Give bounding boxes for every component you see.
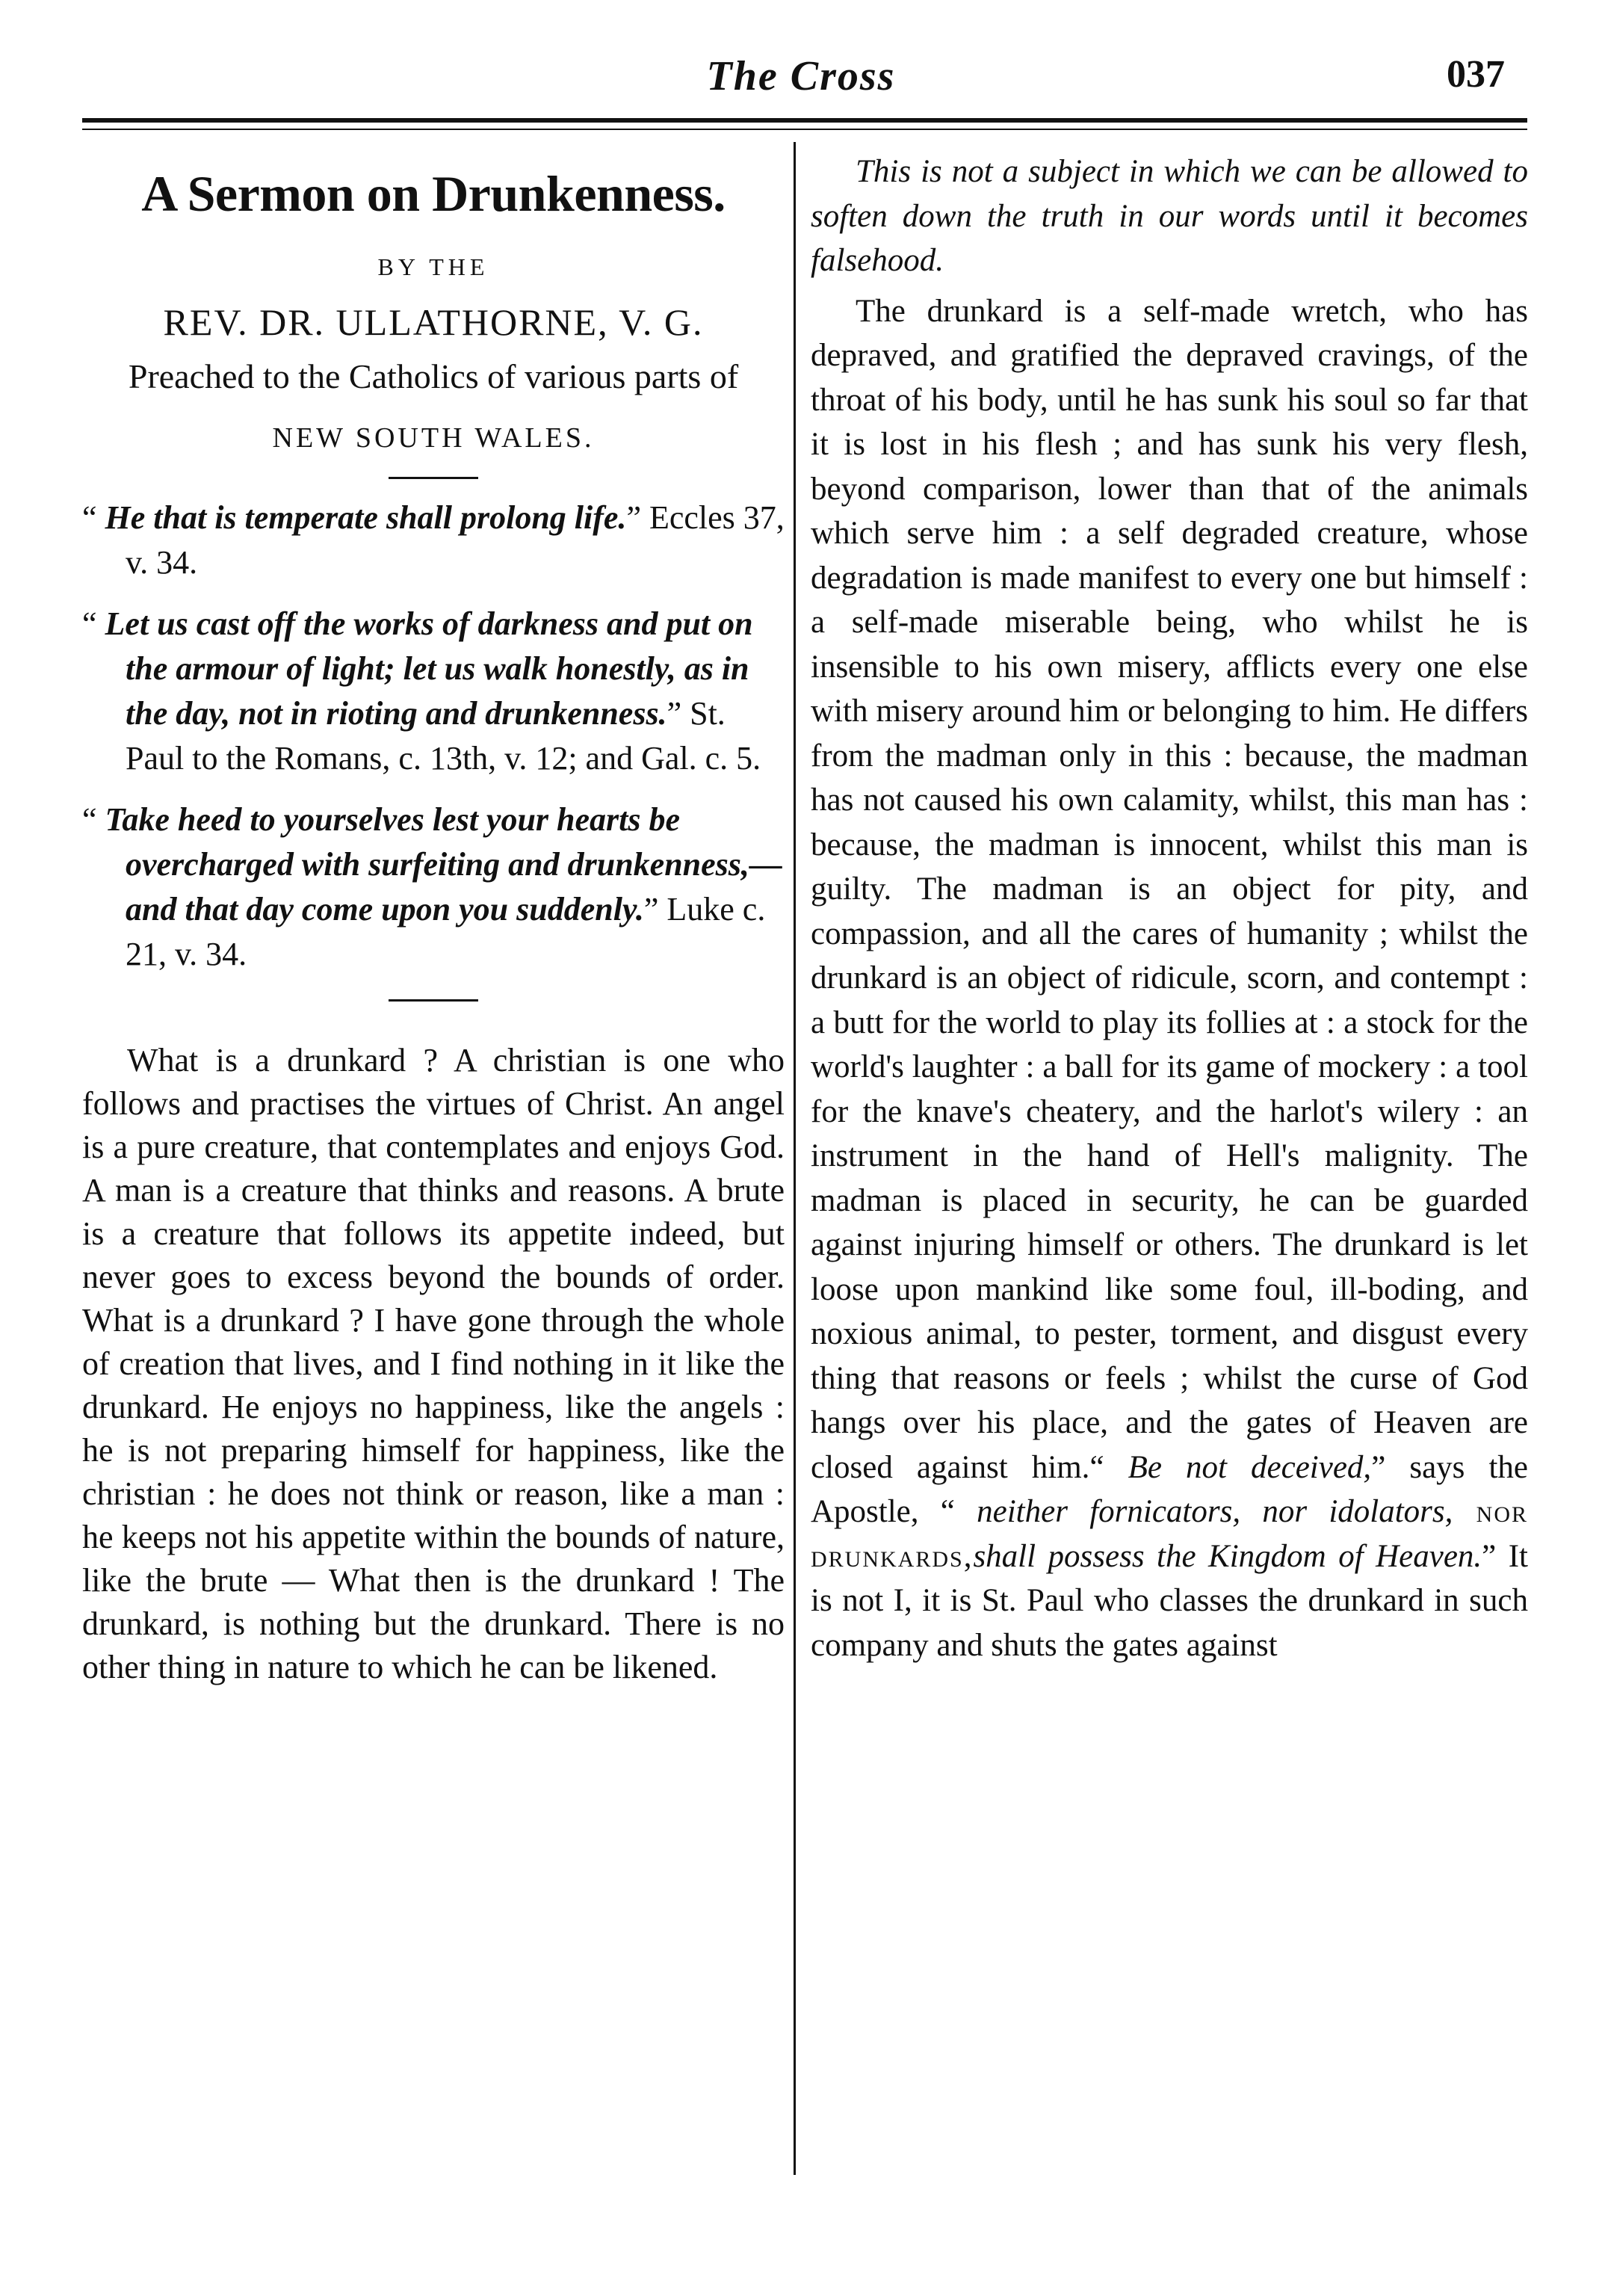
page-number: 037 xyxy=(1447,53,1505,96)
apostle-caps: nor drunkards, xyxy=(811,1494,1529,1574)
epigraph-quote: “ Take heed to yourselves lest your hearts be overcharged with surfeiting and drunkenness,—and that day come upon you suddenly.” Luke c. 21, v. 34. xyxy=(82,801,782,972)
apostle-quote: shall possess the Kingdom of Heaven. xyxy=(973,1538,1482,1574)
body-paragraph xyxy=(811,289,1528,1668)
quote-reference: St. Paul to the Romans, c. 13th, v. 12; and Gal. c. 5. xyxy=(126,695,761,777)
epigraph-quote: “ Let us cast off the works of darkness and put on the armour of light; let us walk honestly, as in the day, not in rioting and drunkenness.” St. Paul to the Romans, c. 13th, v. 12; and Gal. c. 5. xyxy=(82,605,761,777)
author-name: REV. DR. ULLATHORNE, V. G. xyxy=(163,301,704,343)
running-head xyxy=(82,52,1520,112)
quote-text: Take heed to yourselves lest your hearts be overcharged with surfeiting and drunkenness,—and that day come upon you suddenly. xyxy=(105,801,782,928)
section-rule xyxy=(389,999,478,1002)
section-rule xyxy=(389,477,478,479)
article-title: A Sermon on Drunkenness. xyxy=(141,165,726,222)
apostle-close: ” It is not I, it is St. Paul who classes the drunkard in such company and shuts the gates against xyxy=(811,1538,1528,1663)
right-column xyxy=(811,149,1528,2265)
quote-text: Let us cast off the works of darkness and put on the armour of light; let us walk honestly, as in the day, not in rioting and drunkenness. xyxy=(105,605,753,732)
quote-reference: Luke c. 21, v. 34. xyxy=(126,891,766,972)
left-column xyxy=(82,149,785,2265)
epigraph-quote: “ He that is temperate shall prolong life.” Eccles 37, v. 34. xyxy=(82,499,785,581)
paragraph-text: This is not a subject in which we can be allowed to soften down the truth in our words until it becomes falsehood. xyxy=(811,154,1528,278)
header-rule-thick xyxy=(82,118,1527,123)
running-title: The Cross xyxy=(706,53,896,99)
apostle-quote: neither fornicators, nor idolators, xyxy=(977,1494,1453,1529)
byline: BY THE xyxy=(377,253,489,280)
apostle-quote: Be not deceived, xyxy=(1128,1449,1372,1485)
apostle-open: “ xyxy=(1089,1449,1128,1485)
paragraph-text: The drunkard is a self-made wretch, who has depraved, and gratified the depraved cravings, of the throat of his body, until he has sunk his soul so far that it is lost in his flesh ; and has sunk his very flesh, beyond comparison, lower than that of the animals which serve him : a self degraded creature, whose degradation is made manifest to every one but himself : a self-made miserable being, who whilst he is insensible to his own misery, afflicts every one else with misery around him or belonging to him. He differs from the madman only in this : because, the madman has not caused his own calamity, whilst, this man has : because, the madman is innocent, whilst this man is guilty. The madman is an object for pity, and compassion, and all the cares of humanity ; whilst the drunkard is an object of ridicule, scorn, and contempt : a butt for the world to play its follies at : a stock for the world's laughter : a ball for its game of mockery : a tool for the knave's cheatery, and the harlot's wilery : an instrument in the hand of Hell's malignity. The madman is placed in security, he can be guarded against injuring himself or others. The drunkard is let loose upon mankind like some foul, ill-boding, and noxious animal, to pester, torment, and disgust every thing that reasons or feels ; whilst the curse of God hangs over his place, and the gates of Heaven are closed against him. xyxy=(811,293,1528,1485)
header-rule-thin xyxy=(82,129,1527,130)
column-divider xyxy=(794,142,796,2175)
quote-reference: Eccles 37, v. 34. xyxy=(126,499,785,581)
region-line: NEW SOUTH WALES. xyxy=(272,422,595,454)
apostle-mid: ” says the Apostle, “ xyxy=(811,1449,1529,1529)
quote-text: He that is temperate shall prolong life. xyxy=(105,499,627,536)
body-paragraph xyxy=(811,149,1528,283)
body-paragraph: What is a drunkard ? A christian is one who follows and practises the virtues of Christ. An angel is a pure creature, that contemplates and enjoys God. A man is a creature that thinks and reasons. A brute is a creature that follows its appetite indeed, but never goes to excess beyond the bounds of order. What is a drunkard ? I have gone through the whole of creation that lives, and I find nothing in it like the drunkard. He enjoys no happiness, like the angels : he is not preparing himself for happiness, like the christian : he does not think or reason, like a man : he keeps not his appetite within the bounds of nature, like the brute — What then is the drunkard ! The drunkard, is nothing but the drunkard. There is no other thing in nature to which he can be likened. xyxy=(82,1042,785,1685)
preached-line: Preached to the Catholics of various parts of xyxy=(128,357,739,395)
